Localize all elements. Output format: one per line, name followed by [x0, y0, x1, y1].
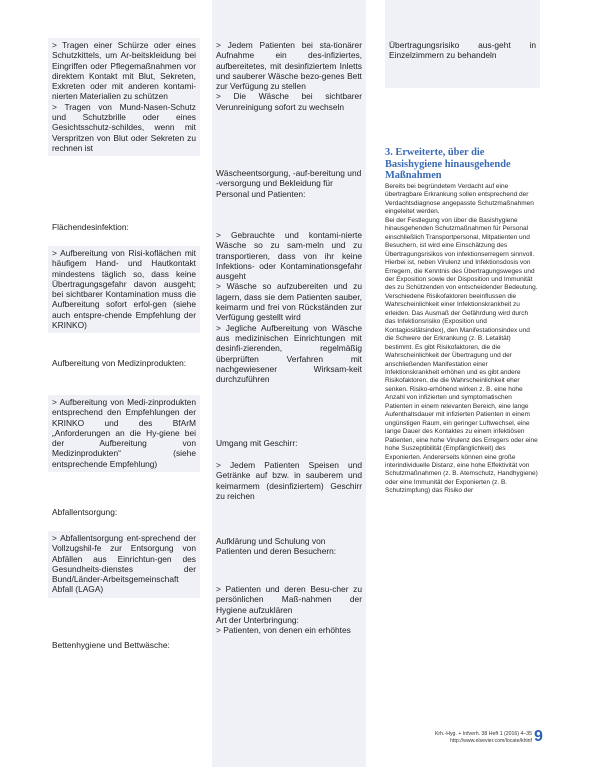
subheading-text: Bettenhygiene und Bettwäsche:: [52, 640, 170, 650]
bullet-text: Übertragungsrisiko aus-geht in Einzelzimmern zu behandeln: [389, 40, 536, 61]
bullet-block: [212, 38, 366, 115]
section-heading: 3. Erweiterte, über die Basishygiene hinausgehende Maßnahmen: [385, 147, 511, 181]
subheading: [212, 438, 366, 448]
bullet-text: > Gebrauchte und kontami-nierte Wäsche so zu sam-meln und zu transportieren, dass von ihr keine Infektions- oder Kontaminationsgefahr ausgeht: [216, 230, 362, 282]
bullet-block: [212, 228, 366, 387]
bullet-block: [212, 458, 366, 504]
bullet-text: > Jedem Patienten bei sta-tionärer Aufnahme ein des-infiziertes, aufbereitetes, mit desinfiziertem Inletts und sauberer Wäsche bezo-genes Bett zur Verfügung zu stellen: [216, 40, 362, 92]
bullet-continuation: [385, 38, 540, 64]
subheading: [48, 222, 200, 232]
page-number: 9: [534, 728, 543, 745]
subheading-text: Aufklärung und Schulung von Patienten und deren Besuchern:: [216, 536, 337, 557]
subheading-text: Abfallentsorgung:: [52, 507, 118, 517]
bullet-text: > Wäsche so aufzubereiten und zu lagern, dass sie dem Patienten sauber, keimarm und frei von Rückständen zur Verfügung gestellt wird: [216, 281, 362, 323]
subheading-text: Umgang mit Geschirr:: [216, 438, 298, 448]
bullet-text: > Jedem Patienten Speisen und Getränke auf bzw. in sauberem und keimarmem (desinfiziertem) Geschirr zu reichen: [216, 460, 362, 501]
bullet-block: [212, 582, 366, 638]
footer-url: http://www.elsevier.com/locate/khinf: [450, 737, 532, 744]
footer: [380, 731, 532, 744]
bullet-block: [48, 38, 200, 156]
bullet-text: > Aufbereitung von Medi-zinprodukten entsprechend den Empfehlungen der KRINKO und des BfArM „Anforderungen an die Hy-giene bei der Aufbereitung von Medizinprodukten“ (siehe entsprechende Empfehlung): [52, 397, 196, 469]
bullet-block: [48, 395, 200, 472]
bullet-text: > Patienten, von denen ein erhöhtes: [216, 625, 351, 636]
subheading-text: Flächendesinfektion:: [52, 222, 129, 232]
subheading: [212, 536, 366, 557]
bullet-text: > Abfallentsorgung ent-sprechend der Vollzugshil-fe zur Entsorgung von Abfällen aus Einrichtun-gen des Gesundheits-dienstes der Bund/Länder-Arbeitsgemeinschaft Abfall (LAGA): [52, 533, 196, 595]
subheading-text: Wäscheentsorgung, -auf-bereitung und -versorgung und Bekleidung für Personal und Patienten:: [216, 168, 362, 199]
footer-citation: Krh.-Hyg. + Infverh. 38 Heft 1 (2016) 4–35: [434, 731, 532, 737]
subheading: [48, 358, 200, 368]
bullet-text: > Aufbereitung von Risi-koflächen mit häufigem Hand- und Hautkontakt mindestens täglich so, dass keine Übertragungsgefahr davon ausgeht; bei sichtbarer Kontamination muss die Aufbereitung sofort erfol-gen (siehe auch entspre-chende Empfehlung der KRINKO): [52, 248, 196, 331]
subheading: [48, 640, 200, 650]
bullet-block: [48, 246, 200, 333]
bullet-text: Art der Unterbringung:: [216, 614, 299, 625]
subheading: [212, 168, 366, 199]
body-paragraph: Bei der Festlegung von über die Basishygiene hinausgehenden Schutzmaßnahmen für Personal einschließlich Transportpersonal, Mitpatienten und Besuchern, ist wird eine Einschätzung des Übertragungsrisikos von infektionserregern sinnvoll. Hierbei ist, neben Virulenz und Infektionsdosis von Erregern, die Kenntnis des Übertragungsweges und der Exposition sowie der Disposition und Immunität des zu Schützenden von entscheidender Bedeutung.: [385, 216, 538, 292]
bullet-text: > Die Wäsche bei sichtbarer Verunreinigung sofort zu wechseln: [216, 91, 362, 112]
section-body: [385, 183, 540, 496]
body-paragraph: Verschiedene Risikofaktoren beeinflussen die Wahrscheinlichkeit einer Infektionskrankheit zu erleiden. Das Ausmaß der Gefährdung wird durch das Infektionsrisiko (Exposition und Kontagiositätsindex), den Manifestationsindex und die Schwere der Erkrankung (z. B. Letalität) bestimmt. Es gibt Risikofaktoren, die die Wahrscheinlichkeit der Übertragung und der anschließenden Manifestation einer Infektionskrankheit erhöhen und es gibt andere Risikofaktoren, die die Wahrscheinlichkeit eher senken. Risiko-erhöhend wirken z. B. eine hohe Anzahl von infizierten und symptomatischen Patienten in einem relevanten Bereich, eine lange Aufenthaltsdauer mit infizierten Patienten in einem ungünstigen Raum, ein geringer Luftwechsel, eine lange Dauer des Kontaktes zu einem infektiösen Patienten, eine hohe Virulenz des Erregers oder eine hohe Suszeptibilität (Empfänglichkeit) des Exponierten. Andererseits können eine große interindividuelle Distanz, eine hohe Effektivität von Schutzmaßnahmen (z. B. Atemschutz, Handhygiene) oder eine Immunität der Exponierten (z. B. Schutzimpfung) das Risiko der: [385, 292, 538, 495]
column-1: [48, 0, 200, 767]
bullet-text: > Tragen einer Schürze oder eines Schutzkittels, um Ar-beitskleidung bei Eingriffen oder Pflegemaßnahmen vor direktem Kontakt mit Blut, Sekreten, Exkreten oder mit anderen kontami-nierten Materialien zu schützen: [52, 40, 196, 102]
bullet-text: > Patienten und deren Besu-cher zu persönlichen Maß-nahmen der Hygiene aufzuklären: [216, 584, 362, 615]
subheading: [48, 507, 200, 517]
body-paragraph: Bereits bei begründetem Verdacht auf eine übertragbare Erkrankung sollen entsprechend der Verdachtsdiagnose angepasste Schutzmaßnahmen eingeleitet werden.: [385, 183, 534, 216]
bullet-text: > Jegliche Aufbereitung von Wäsche aus medizinischen Einrichtungen mit desinfi-zierenden, regelmäßig überprüften Verfahren mit nachgewiesener Wirksam-keit durchzuführen: [216, 322, 362, 385]
column-2: [212, 0, 366, 767]
subheading-text: Aufbereitung von Medizinprodukten:: [52, 358, 187, 368]
bullet-block: [48, 531, 200, 598]
bullet-text: > Tragen von Mund-Nasen-Schutz und Schutzbrille oder eines Gesichtsschutz-schildes, wenn mit Verspritzen von Blut oder Sekreten zu rechnen ist: [52, 101, 196, 153]
